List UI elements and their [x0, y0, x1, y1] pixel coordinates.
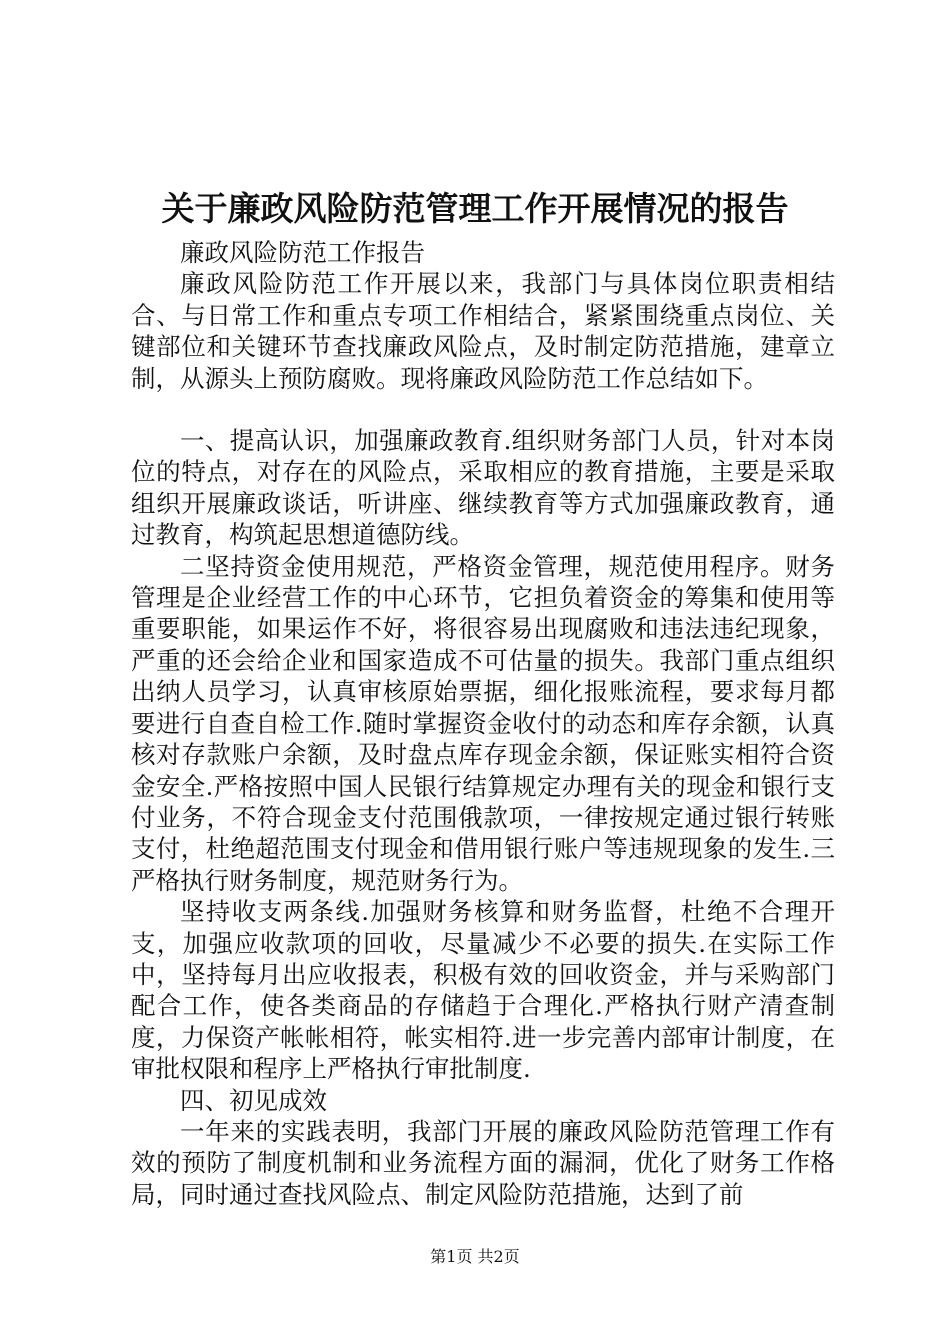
paragraph-intro: 廉政风险防范工作开展以来，我部门与具体岗位职责相结合、与日常工作和重点专项工作相结合，紧紧围绕重点岗位、关键部位和关键环节查找廉政风险点，及时制定防范措施，建章立制，从源头上预防腐败。现将廉政风险防范工作总结如下。	[131, 269, 835, 393]
paragraph-section-four-body: 一年来的实践表明，我部门开展的廉政风险防范管理工作有效的预防了制度机制和业务流程方面的漏洞，优化了财务工作格局，同时通过查找风险点、制定风险防范措施，达到了前	[131, 1116, 835, 1209]
paragraph-section-two: 二坚持资金使用规范，严格资金管理，规范使用程序。财务管理是企业经营工作的中心环节，它担负着资金的筹集和使用等重要职能，如果运作不好，将很容易出现腐败和违法违纪现象，严重的还会给企业和国家造成不可估量的损失。我部门重点组织出纳人员学习，认真审核原始票据，细化报账流程，要求每月都要进行自查自检工作.随时掌握资金收付的动态和库存余额，认真核对存款账户余额，及时盘点库存现金余额，保证账实相符合资金安全.严格按照中国人民银行结算规定办理有关的现金和银行支付业务，不符合现金支付范围俄款项，一律按规定通过银行转账支付，杜绝超范围支付现金和借用银行账户等违规现象的发生.三严格执行财务制度，规范财务行为。	[131, 551, 835, 895]
document-title: 关于廉政风险防范管理工作开展情况的报告	[161, 189, 789, 228]
paragraph-section-one: 一、提高认识，加强廉政教育.组织财务部门人员，针对本岗位的特点，对存在的风险点，采取相应的教育措施，主要是采取组织开展廉政谈话，听讲座、继续教育等方式加强廉政教育，通过教育，构筑起思想道德防线。	[131, 426, 835, 550]
paragraph-subtitle: 廉政风险防范工作报告	[180, 238, 425, 267]
paragraph-section-four-heading: 四、初见成效	[180, 1085, 327, 1115]
page-number-footer: 第1页 共2页	[430, 1247, 520, 1266]
paragraph-section-three: 坚持收支两条线.加强财务核算和财务监督，杜绝不合理开支，加强应收款项的回收，尽量减少不必要的损失.在实际工作中，坚持每月出应收报表，积极有效的回收资金，并与采购部门配合工作，使各类商品的存储趋于合理化.严格执行财产清查制度，力保资产帐帐相符，帐实相符.进一步完善内部审计制度，在审批权限和程序上严格执行审批制度.	[131, 897, 835, 1084]
document-body	[131, 237, 835, 1210]
